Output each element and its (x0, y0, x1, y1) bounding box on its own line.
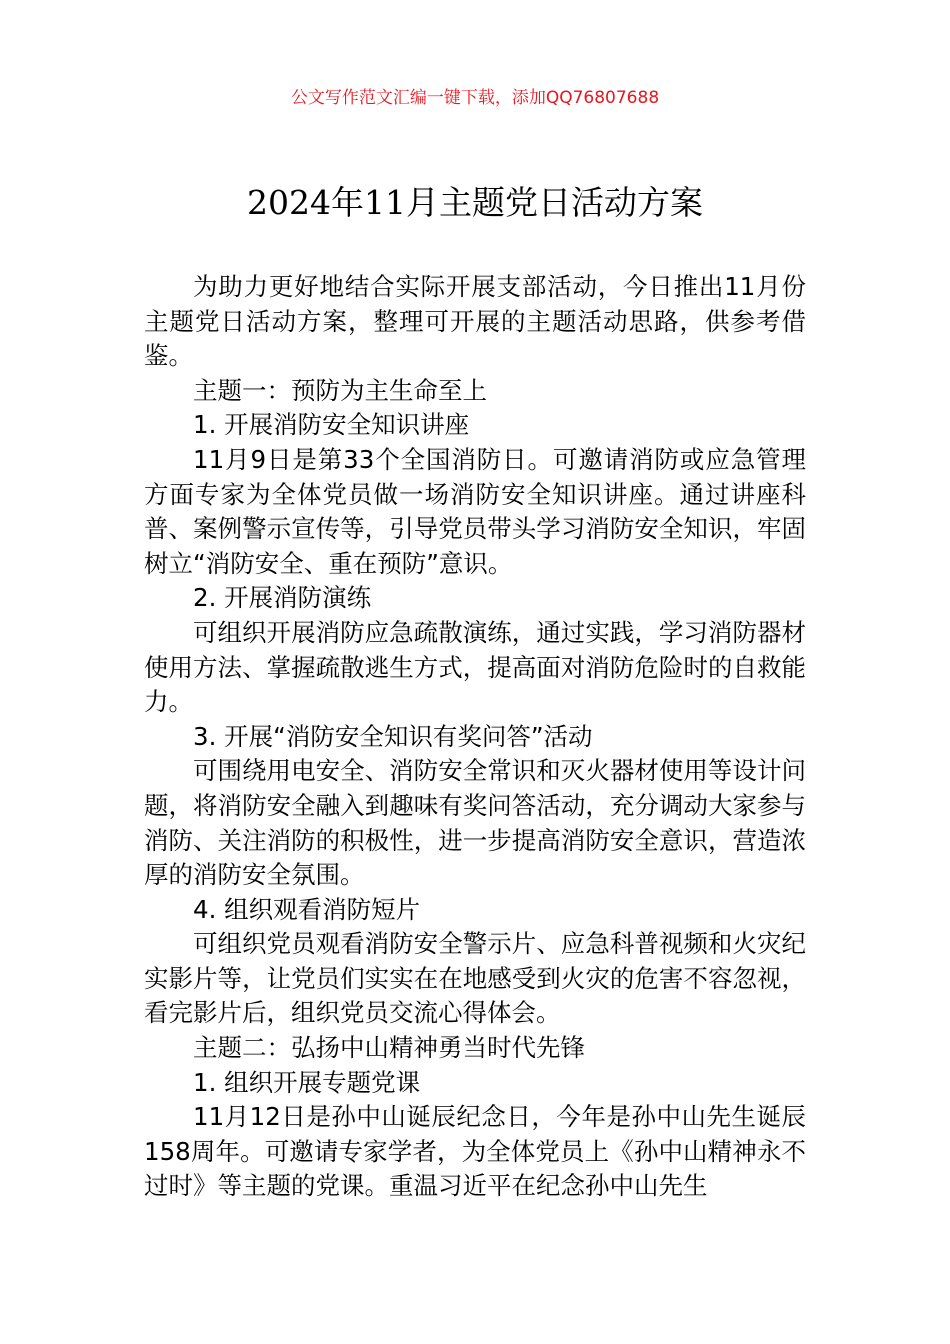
paragraph-item-1: 11月9日是第33个全国消防日。可邀请消防或应急管理方面专家为全体党员做一场消防安全知识讲座。通过讲座科普、案例警示宣传等，引导党员带头学习消防安全知识，牢固树立“消防安全、重在预防”意识。 (144, 444, 806, 578)
header-note: 公文写作范文汇编一键下载，添加QQ76807688 (290, 88, 660, 108)
section-heading-theme-1: 主题一：预防为主生命至上 (193, 375, 487, 405)
paragraph-theme-2-item-1: 11月12日是孙中山诞辰纪念日，今年是孙中山先生诞辰158周年。可邀请专家学者，为全体党员上《孙中山精神永不过时》等主题的党课。重温习近平在纪念孙中山先生 (144, 1102, 806, 1201)
subheading-theme-2-item-1: 1. 组织开展专题党课 (193, 1067, 421, 1097)
paragraph-item-3: 可围绕用电安全、消防安全常识和灭火器材使用等设计问题，将消防安全融入到趣味有奖问答活动，充分调动大家参与消防、关注消防的积极性，进一步提高消防安全意识，营造浓厚的消防安全氛围。 (144, 756, 806, 890)
subheading-item-3: 3. 开展“消防安全知识有奖问答”活动 (193, 721, 593, 751)
paragraph-intro: 为助力更好地结合实际开展支部活动，今日推出11月份主题党日活动方案，整理可开展的主题活动思路，供参考借鉴。 (144, 272, 806, 371)
subheading-item-2: 2. 开展消防演练 (193, 583, 372, 613)
document-title: 2024年11月主题党日活动方案 (247, 183, 703, 222)
paragraph-item-4: 可组织党员观看消防安全警示片、应急科普视频和火灾纪实影片等，让党员们实实在在地感受到火灾的危害不容忽视，看完影片后，组织党员交流心得体会。 (144, 929, 806, 1028)
subheading-item-1: 1. 开展消防安全知识讲座 (193, 410, 470, 440)
document-body (144, 270, 806, 1204)
subheading-item-4: 4. 组织观看消防短片 (193, 894, 421, 924)
paragraph-item-2: 可组织开展消防应急疏散演练，通过实践，学习消防器材使用方法、掌握疏散逃生方式，提高面对消防危险时的自救能力。 (144, 617, 806, 717)
section-heading-theme-2: 主题二：弘扬中山精神勇当时代先锋 (193, 1033, 585, 1063)
